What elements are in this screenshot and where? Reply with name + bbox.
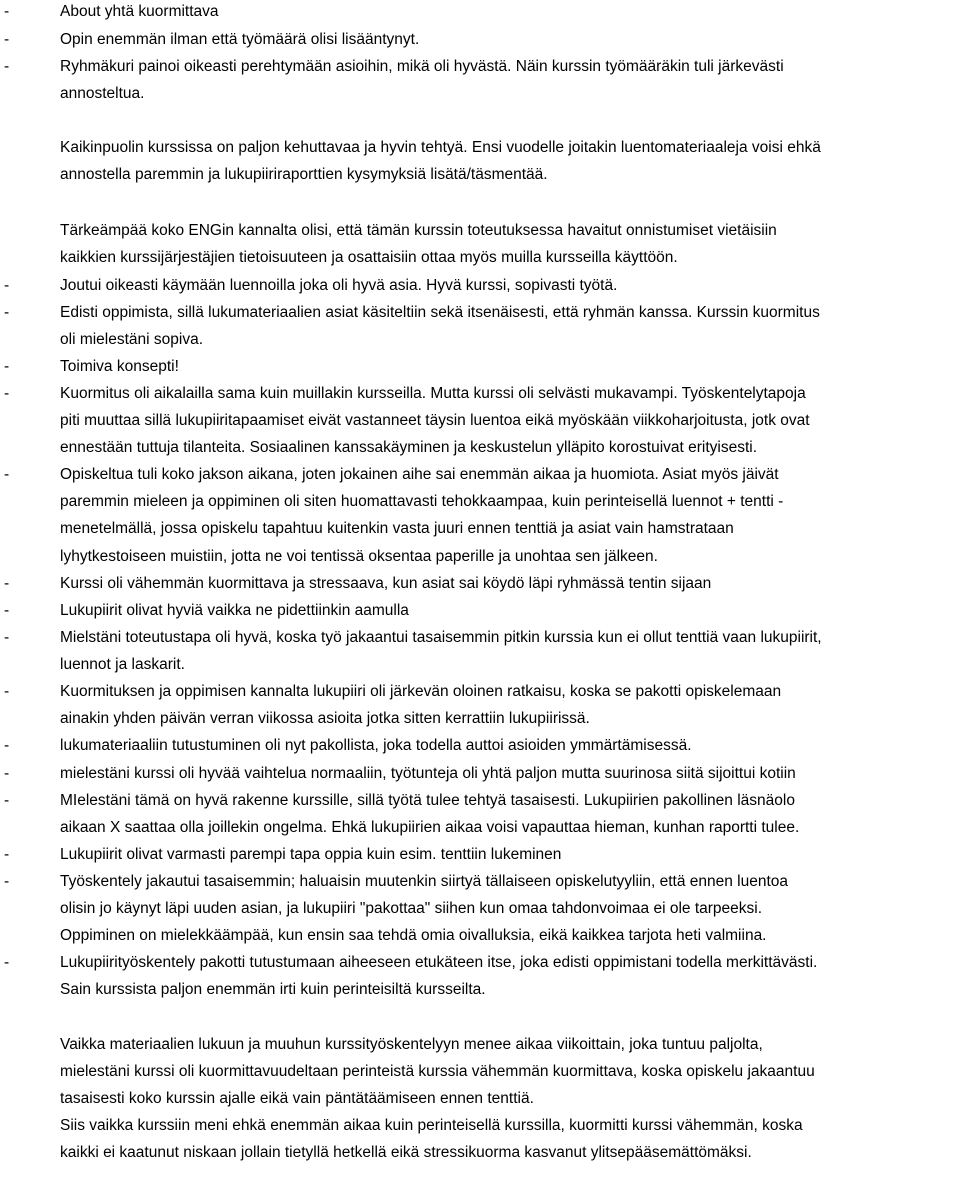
- list-item-line: annosteltua.: [60, 85, 145, 102]
- bullet-dash: -: [4, 792, 10, 809]
- bullet-dash: -: [4, 358, 10, 375]
- list-item-line: About yhtä kuormittava: [60, 3, 219, 20]
- list-item-line: MIelestäni tämä on hyvä rakenne kurssille, sillä työtä tulee tehtyä tasaisesti. Lukupiirien pakollinen läsnäolo: [60, 792, 795, 809]
- bullet-dash: -: [4, 277, 10, 294]
- bullet-dash: -: [4, 385, 10, 402]
- bullet-dash: -: [4, 954, 10, 971]
- list-item-line: Oppiminen on mielekkäämpää, kun ensin saa tehdä omia oivalluksia, eikä kaikkea tarjota heti valmiina.: [60, 927, 767, 944]
- list-item-line: Mielstäni toteutustapa oli hyvä, koska työ jakaantui tasaisemmin pitkin kurssia kun ei ollut tenttiä vaan lukupiirit,: [60, 629, 822, 646]
- list-item-line: Lukupiirit olivat varmasti parempi tapa oppia kuin esim. tenttiin lukeminen: [60, 846, 562, 863]
- list-item-line: Kuormituksen ja oppimisen kannalta lukupiiri oli järkevän oloinen ratkaisu, koska se pakotti opiskelemaan: [60, 683, 782, 700]
- paragraph-line: Vaikka materiaalien lukuun ja muuhun kurssityöskentelyyn menee aikaa viikoittain, joka tuntuu paljolta,: [60, 1036, 763, 1053]
- paragraph-line: Tärkeämpää koko ENGin kannalta olisi, että tämän kurssin toteutuksessa havaitut onnistumiset vietäisiin: [60, 222, 777, 239]
- list-item-line: menetelmällä, jossa opiskelu tapahtuu kuitenkin vasta juuri ennen tenttiä ja asiat vain hamstrataan: [60, 520, 734, 537]
- list-item-line: ainakin yhden päivän verran viikossa asioita jotka sitten kerrattiin lukupiirissä.: [60, 710, 590, 727]
- bullet-dash: -: [4, 846, 10, 863]
- list-item-line: oli mielestäni sopiva.: [60, 331, 204, 348]
- bullet-dash: -: [4, 31, 10, 48]
- paragraph-line: tasaisesti koko kurssin ajalle eikä vain päntätäämiseen ennen tenttiä.: [60, 1090, 534, 1107]
- list-item-line: ennestään tuttuja tilanteita. Sosiaalinen kanssakäyminen ja keskustelun ylläpito korostuivat erityisesti.: [60, 439, 758, 456]
- list-item-line: Kurssi oli vähemmän kuormittava ja stressaava, kun asiat sai köydö läpi ryhmässä tentin sijaan: [60, 575, 712, 592]
- list-item-line: Opiskeltua tuli koko jakson aikana, joten jokainen aihe sai enemmän aikaa ja huomiota. Asiat myös jäivät: [60, 466, 779, 483]
- list-item-line: Kuormitus oli aikalailla sama kuin muillakin kursseilla. Mutta kurssi oli selvästi mukavampi. Työskentelytapoja: [60, 385, 806, 402]
- list-item-line: olisin jo käynyt läpi uuden asian, ja lukupiiri "pakottaa" siihen kun omaa tahdonvoimaa ei ole tarpeeksi.: [60, 900, 763, 917]
- list-item-line: Toimiva konsepti!: [60, 358, 179, 375]
- list-item-line: Sain kurssista paljon enemmän irti kuin perinteisiltä kursseilta.: [60, 981, 486, 998]
- list-item-line: Lukupiirityöskentely pakotti tutustumaan aiheeseen etukäteen itse, joka edisti oppimistani todella merkittävästi.: [60, 954, 818, 971]
- paragraph-line: kaikkien kurssijärjestäjien tietoisuuteen ja osattaisiin ottaa myös muilla kursseilla käyttöön.: [60, 249, 678, 266]
- list-item-line: Ryhmäkuri painoi oikeasti perehtymään asioihin, mikä oli hyvästä. Näin kurssin työmääräkin tuli järkevästi: [60, 58, 784, 75]
- bullet-dash: -: [4, 466, 10, 483]
- paragraph-line: Siis vaikka kurssiin meni ehkä enemmän aikaa kuin perinteisellä kurssilla, kuormitti kurssi vähemmän, koska: [60, 1117, 803, 1134]
- list-item-line: lukumateriaaliin tutustuminen oli nyt pakollista, joka todella auttoi asioiden ymmärtämisessä.: [60, 737, 692, 754]
- paragraph-line: Kaikinpuolin kurssissa on paljon kehuttavaa ja hyvin tehtyä. Ensi vuodelle joitakin luentomateriaaleja voisi ehkä: [60, 139, 821, 156]
- list-item-line: Lukupiirit olivat hyviä vaikka ne pidettiinkin aamulla: [60, 602, 409, 619]
- list-item-line: Työskentely jakautui tasaisemmin; haluaisin muutenkin siirtyä tällaiseen opiskelutyyliin, että ennen luentoa: [60, 873, 789, 890]
- bullet-dash: -: [4, 873, 10, 890]
- paragraph-line: annostella paremmin ja lukupiiriraporttien kysymyksiä lisätä/täsmentää.: [60, 166, 548, 183]
- bullet-dash: -: [4, 683, 10, 700]
- list-item-line: luennot ja laskarit.: [60, 656, 185, 673]
- list-item-line: Edisti oppimista, sillä lukumateriaalien asiat käsiteltiin sekä itsenäisesti, että ryhmän kanssa. Kurssin kuormitus: [60, 304, 820, 321]
- bullet-dash: -: [4, 3, 10, 20]
- list-item-line: paremmin mieleen ja oppiminen oli siten huomattavasti tehokkaampaa, kuin perinteisellä luennot + tentti -: [60, 493, 784, 510]
- list-item-line: lyhytkestoiseen muistiin, jotta ne voi tentissä oksentaa paperille ja unohtaa sen jälkeen.: [60, 548, 658, 565]
- paragraph-line: mielestäni kurssi oli kuormittavuudeltaan perinteistä kurssia vähemmän kuormittava, koska opiskelu jakaantuu: [60, 1063, 815, 1080]
- bullet-dash: -: [4, 765, 10, 782]
- list-item-line: mielestäni kurssi oli hyvää vaihtelua normaaliin, työtunteja oli yhtä paljon mutta suurinosa siitä sijoittui kotiin: [60, 765, 796, 782]
- paragraph-line: kaikki ei kaatunut niskaan jollain tietyllä hetkellä eikä stressikuorma kasvanut ylitsepääsemättömäksi.: [60, 1144, 752, 1161]
- bullet-dash: -: [4, 304, 10, 321]
- list-item-line: piti muuttaa sillä lukupiiritapaamiset eivät vastanneet täysin luentoa eikä myöskään viikkoharjoitusta, jotk ovat: [60, 412, 810, 429]
- bullet-dash: -: [4, 629, 10, 646]
- bullet-dash: -: [4, 58, 10, 75]
- list-item-line: aikaan X saattaa olla joillekin ongelma. Ehkä lukupiirien aikaa voisi vapauttaa hieman, kunhan raportti tulee.: [60, 819, 800, 836]
- bullet-dash: -: [4, 737, 10, 754]
- list-item-line: Joutui oikeasti käymään luennoilla joka oli hyvä asia. Hyvä kurssi, sopivasti työtä.: [60, 277, 618, 294]
- bullet-dash: -: [4, 602, 10, 619]
- bullet-dash: -: [4, 575, 10, 592]
- list-item-line: Opin enemmän ilman että työmäärä olisi lisääntynyt.: [60, 31, 420, 48]
